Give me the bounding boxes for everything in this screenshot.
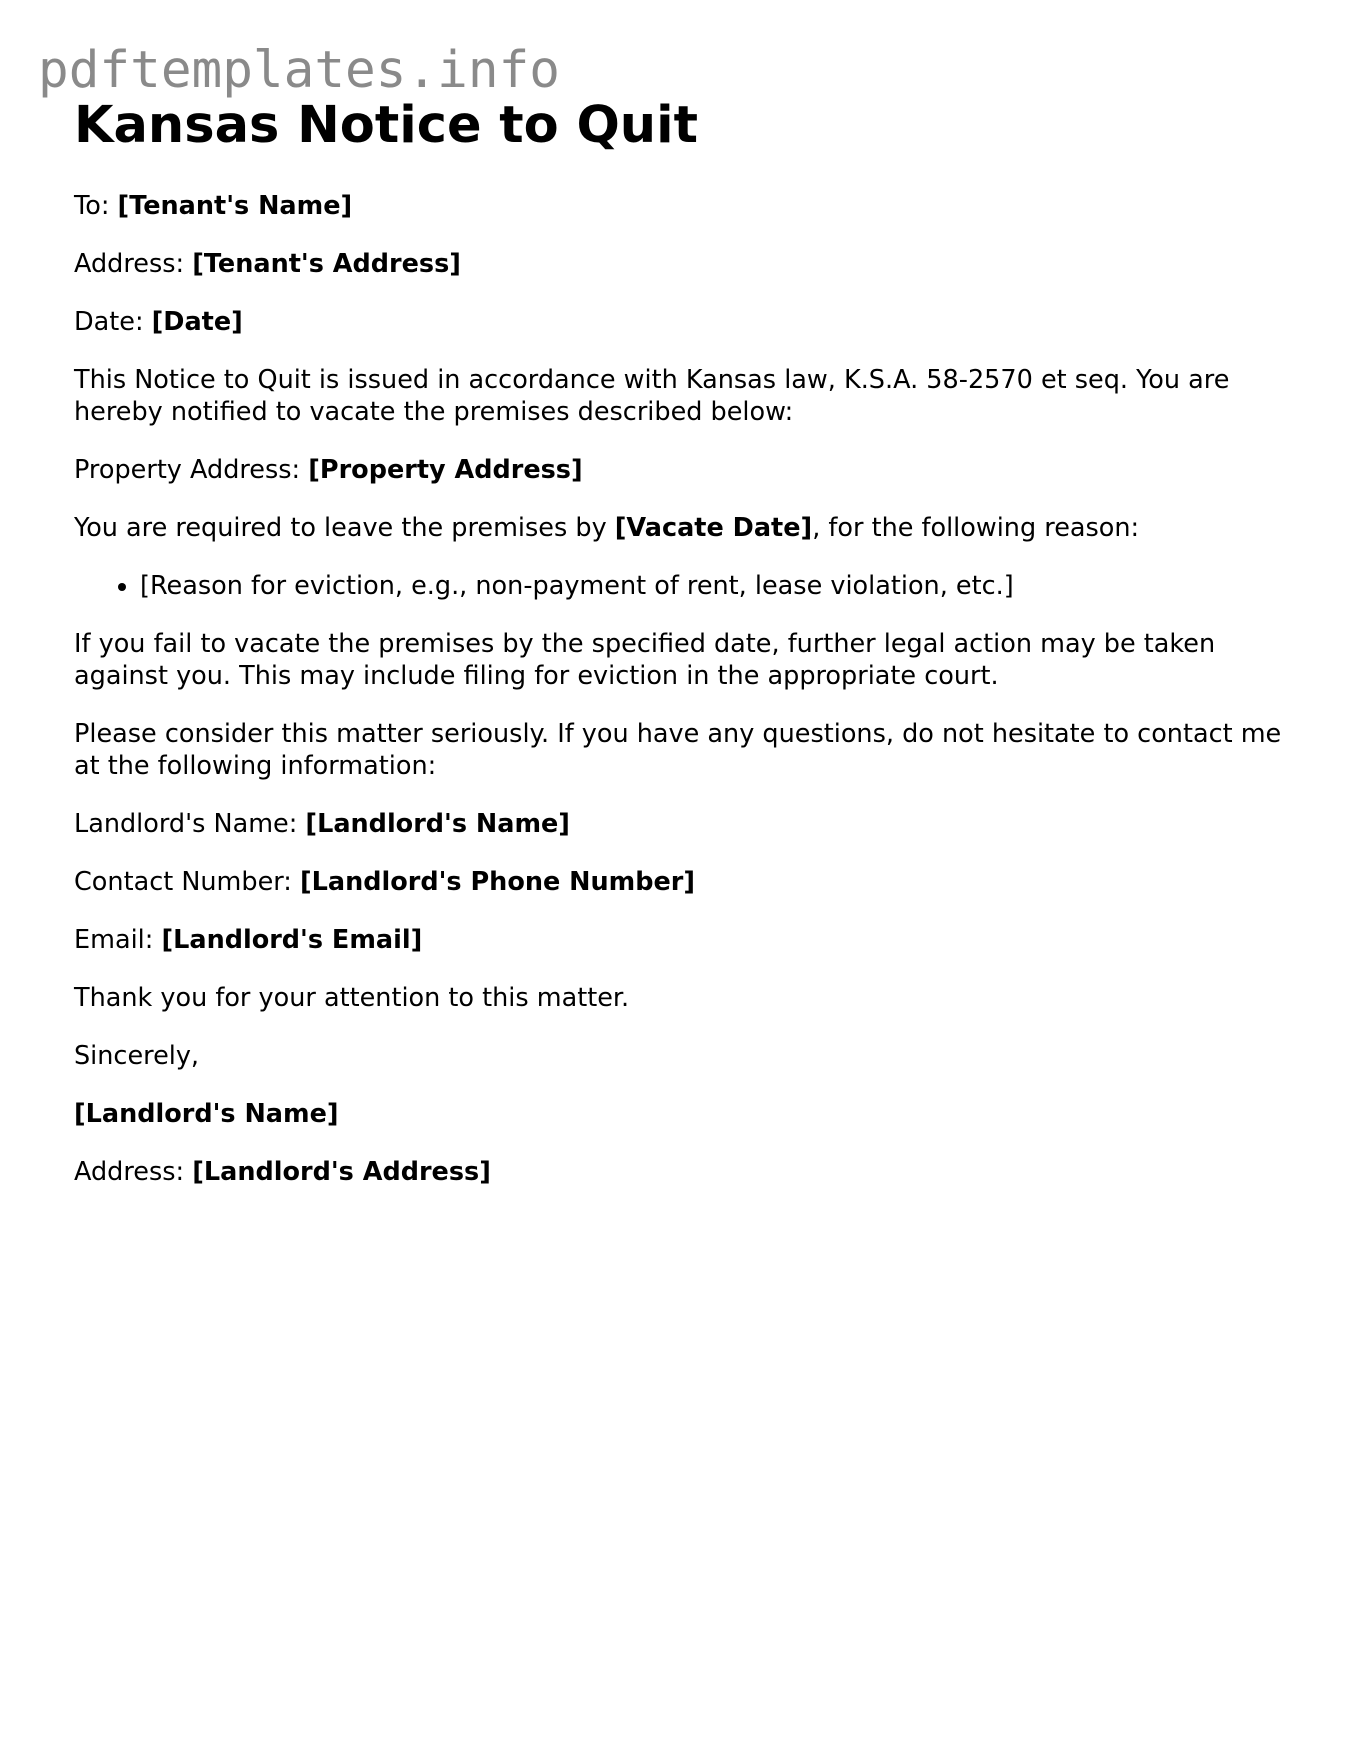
email-line — [74, 924, 1284, 956]
tenant-address: [Tenant's Address] — [192, 249, 461, 279]
to-line — [74, 190, 1284, 222]
email-value: [Landlord's Email] — [161, 925, 423, 955]
contact-number-label: Contact Number: — [74, 867, 292, 897]
email-label: Email: — [74, 925, 154, 955]
vacate-prefix: You are required to leave the premises by — [74, 513, 607, 543]
landlord-name-label: Landlord's Name: — [74, 809, 298, 839]
notice-document — [74, 92, 1284, 1214]
consequence-paragraph: If you fail to vacate the premises by the specified date, further legal action may be taken against you. This may include filing for eviction in the appropriate court. — [74, 629, 1216, 691]
date-value: [Date] — [151, 307, 243, 337]
page-title: Kansas Notice to Quit — [74, 96, 698, 155]
tenant-address-label: Address: — [74, 249, 185, 279]
landlord-address: [Landlord's Address] — [192, 1157, 491, 1187]
thanks-line: Thank you for your attention to this matter. — [74, 983, 630, 1013]
vacate-line — [74, 512, 1284, 544]
landlord-address-label: Address: — [74, 1157, 185, 1187]
tenant-address-line — [74, 248, 1284, 280]
landlord-address-line — [74, 1156, 1284, 1188]
contact-number-line — [74, 866, 1284, 898]
date-line — [74, 306, 1284, 338]
property-address-line — [74, 454, 1284, 486]
signature-line — [74, 1098, 1284, 1130]
contact-intro-paragraph: Please consider this matter seriously. If you have any questions, do not hesitate to contact me at the following information: — [74, 719, 1282, 781]
date-label: Date: — [74, 307, 144, 337]
reason-item: • [Reason for eviction, e.g., non-payment of rent, lease violation, etc.] — [140, 570, 1284, 602]
signature-name: [Landlord's Name] — [74, 1099, 339, 1129]
property-address-label: Property Address: — [74, 455, 301, 485]
to-label: To: — [74, 191, 110, 221]
reason-list — [74, 570, 1284, 602]
tenant-name: [Tenant's Name] — [117, 191, 353, 221]
intro-paragraph: This Notice to Quit is issued in accordance with Kansas law, K.S.A. 58-2570 et seq. You are hereby notified to vacate the premises described below: — [74, 365, 1230, 427]
vacate-suffix: , for the following reason: — [812, 513, 1140, 543]
watermark: pdftemplates.info — [38, 41, 560, 100]
closing-line: Sincerely, — [74, 1041, 200, 1071]
property-address: [Property Address] — [308, 455, 583, 485]
vacate-date: [Vacate Date] — [614, 513, 813, 543]
contact-number: [Landlord's Phone Number] — [300, 867, 696, 897]
landlord-name: [Landlord's Name] — [305, 809, 570, 839]
landlord-name-line — [74, 808, 1284, 840]
